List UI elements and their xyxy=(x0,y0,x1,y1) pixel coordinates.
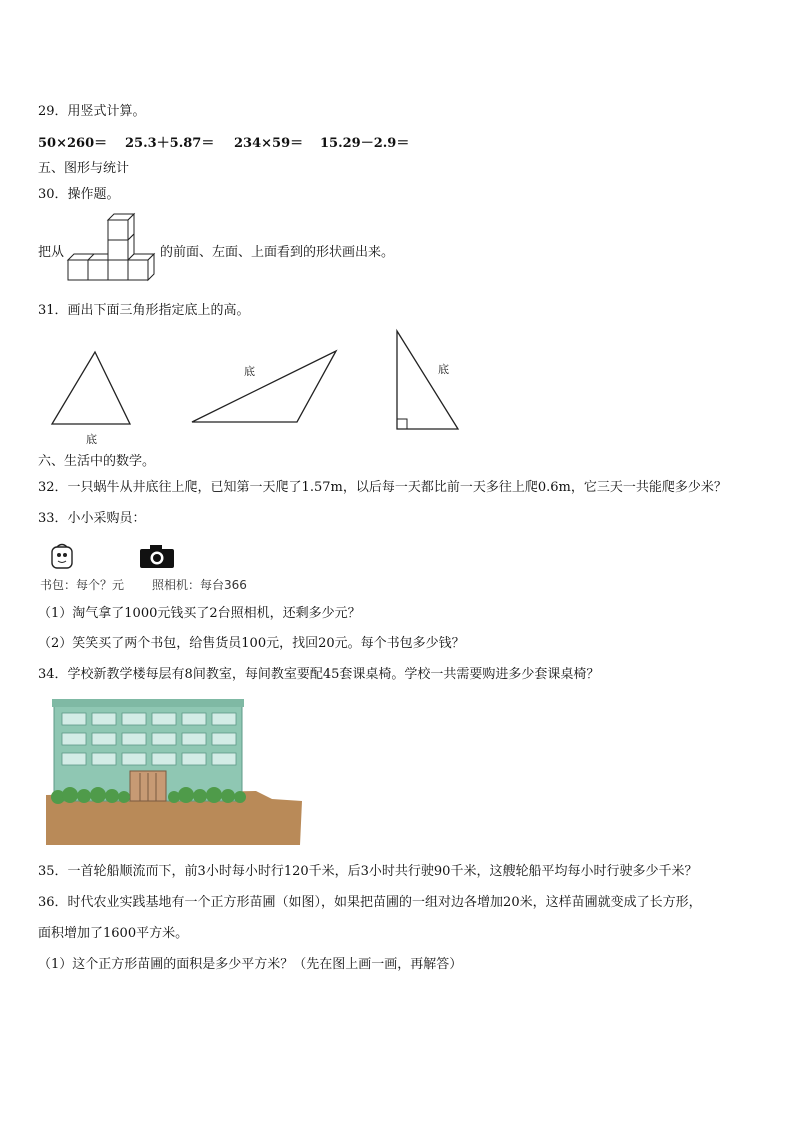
q29-title: 29．用竖式计算。 xyxy=(38,104,146,119)
cube-stack-figure xyxy=(66,212,158,286)
triangle-1-base-label: 底 xyxy=(86,433,97,446)
q33-sub1: （1）淘气拿了1000元钱买了2台照相机，还剩多少元？ xyxy=(38,606,361,621)
camera-price-label: 照相机：每台366 xyxy=(152,578,247,592)
triangle-3 xyxy=(395,329,461,433)
q34-text: 34．学校新教学楼每层有8间教室，每间教室要配45套课桌椅。学校一共需要购进多少套课桌椅？ xyxy=(38,667,600,682)
calc-item-3: 234×59＝ xyxy=(234,136,304,151)
camera-icon xyxy=(139,545,175,569)
calc-item-4: 15.29－2.9＝ xyxy=(320,136,410,151)
triangle-3-base-label: 底 xyxy=(438,363,449,376)
section-6-heading: 六、生活中的数学。 xyxy=(38,454,156,469)
triangle-2-base-label: 底 xyxy=(244,365,255,378)
q33-sub2: （2）笑笑买了两个书包，给售货员100元，找回20元。每个书包多少钱？ xyxy=(38,636,465,651)
triangle-1 xyxy=(50,350,132,426)
calc-item-2: 25.3＋5.87＝ xyxy=(125,136,215,151)
q32-text: 32．一只蜗牛从井底往上爬，已知第一天爬了1.57m，以后每一天都比前一天多往上爬0.6m，它三天一共能爬多少米？ xyxy=(38,480,727,495)
q36-sub1: （1）这个正方形苗圃的面积是多少平方米？（先在图上画一画，再解答） xyxy=(38,957,463,972)
q36-line2: 面积增加了1600平方米。 xyxy=(38,926,189,941)
triangle-2 xyxy=(190,349,340,424)
q36-line1: 36．时代农业实践基地有一个正方形苗圃（如图），如果把苗圃的一组对边各增加20米，这样苗圃就变成了长方形， xyxy=(38,895,702,910)
schoolbag-icon xyxy=(49,542,75,570)
q31-title: 31．画出下面三角形指定底上的高。 xyxy=(38,303,250,318)
q30-title: 30．操作题。 xyxy=(38,187,120,202)
q29-calc-row xyxy=(38,136,409,152)
q30-prefix: 把从 xyxy=(38,245,65,260)
q33-title: 33．小小采购员： xyxy=(38,511,146,526)
calc-item-1: 50×260＝ xyxy=(38,136,108,151)
q35-text: 35．一首轮船顺流而下，前3小时每小时行120千米，后3小时共行驶90千米，这艘轮船平均每小时行驶多少千米？ xyxy=(38,864,698,879)
q30-suffix: 的前面、左面、上面看到的形状画出来。 xyxy=(160,245,395,260)
school-building-illustration xyxy=(46,699,302,847)
bag-price-label: 书包：每个？元 xyxy=(40,578,125,592)
section-5-heading: 五、图形与统计 xyxy=(38,161,130,176)
